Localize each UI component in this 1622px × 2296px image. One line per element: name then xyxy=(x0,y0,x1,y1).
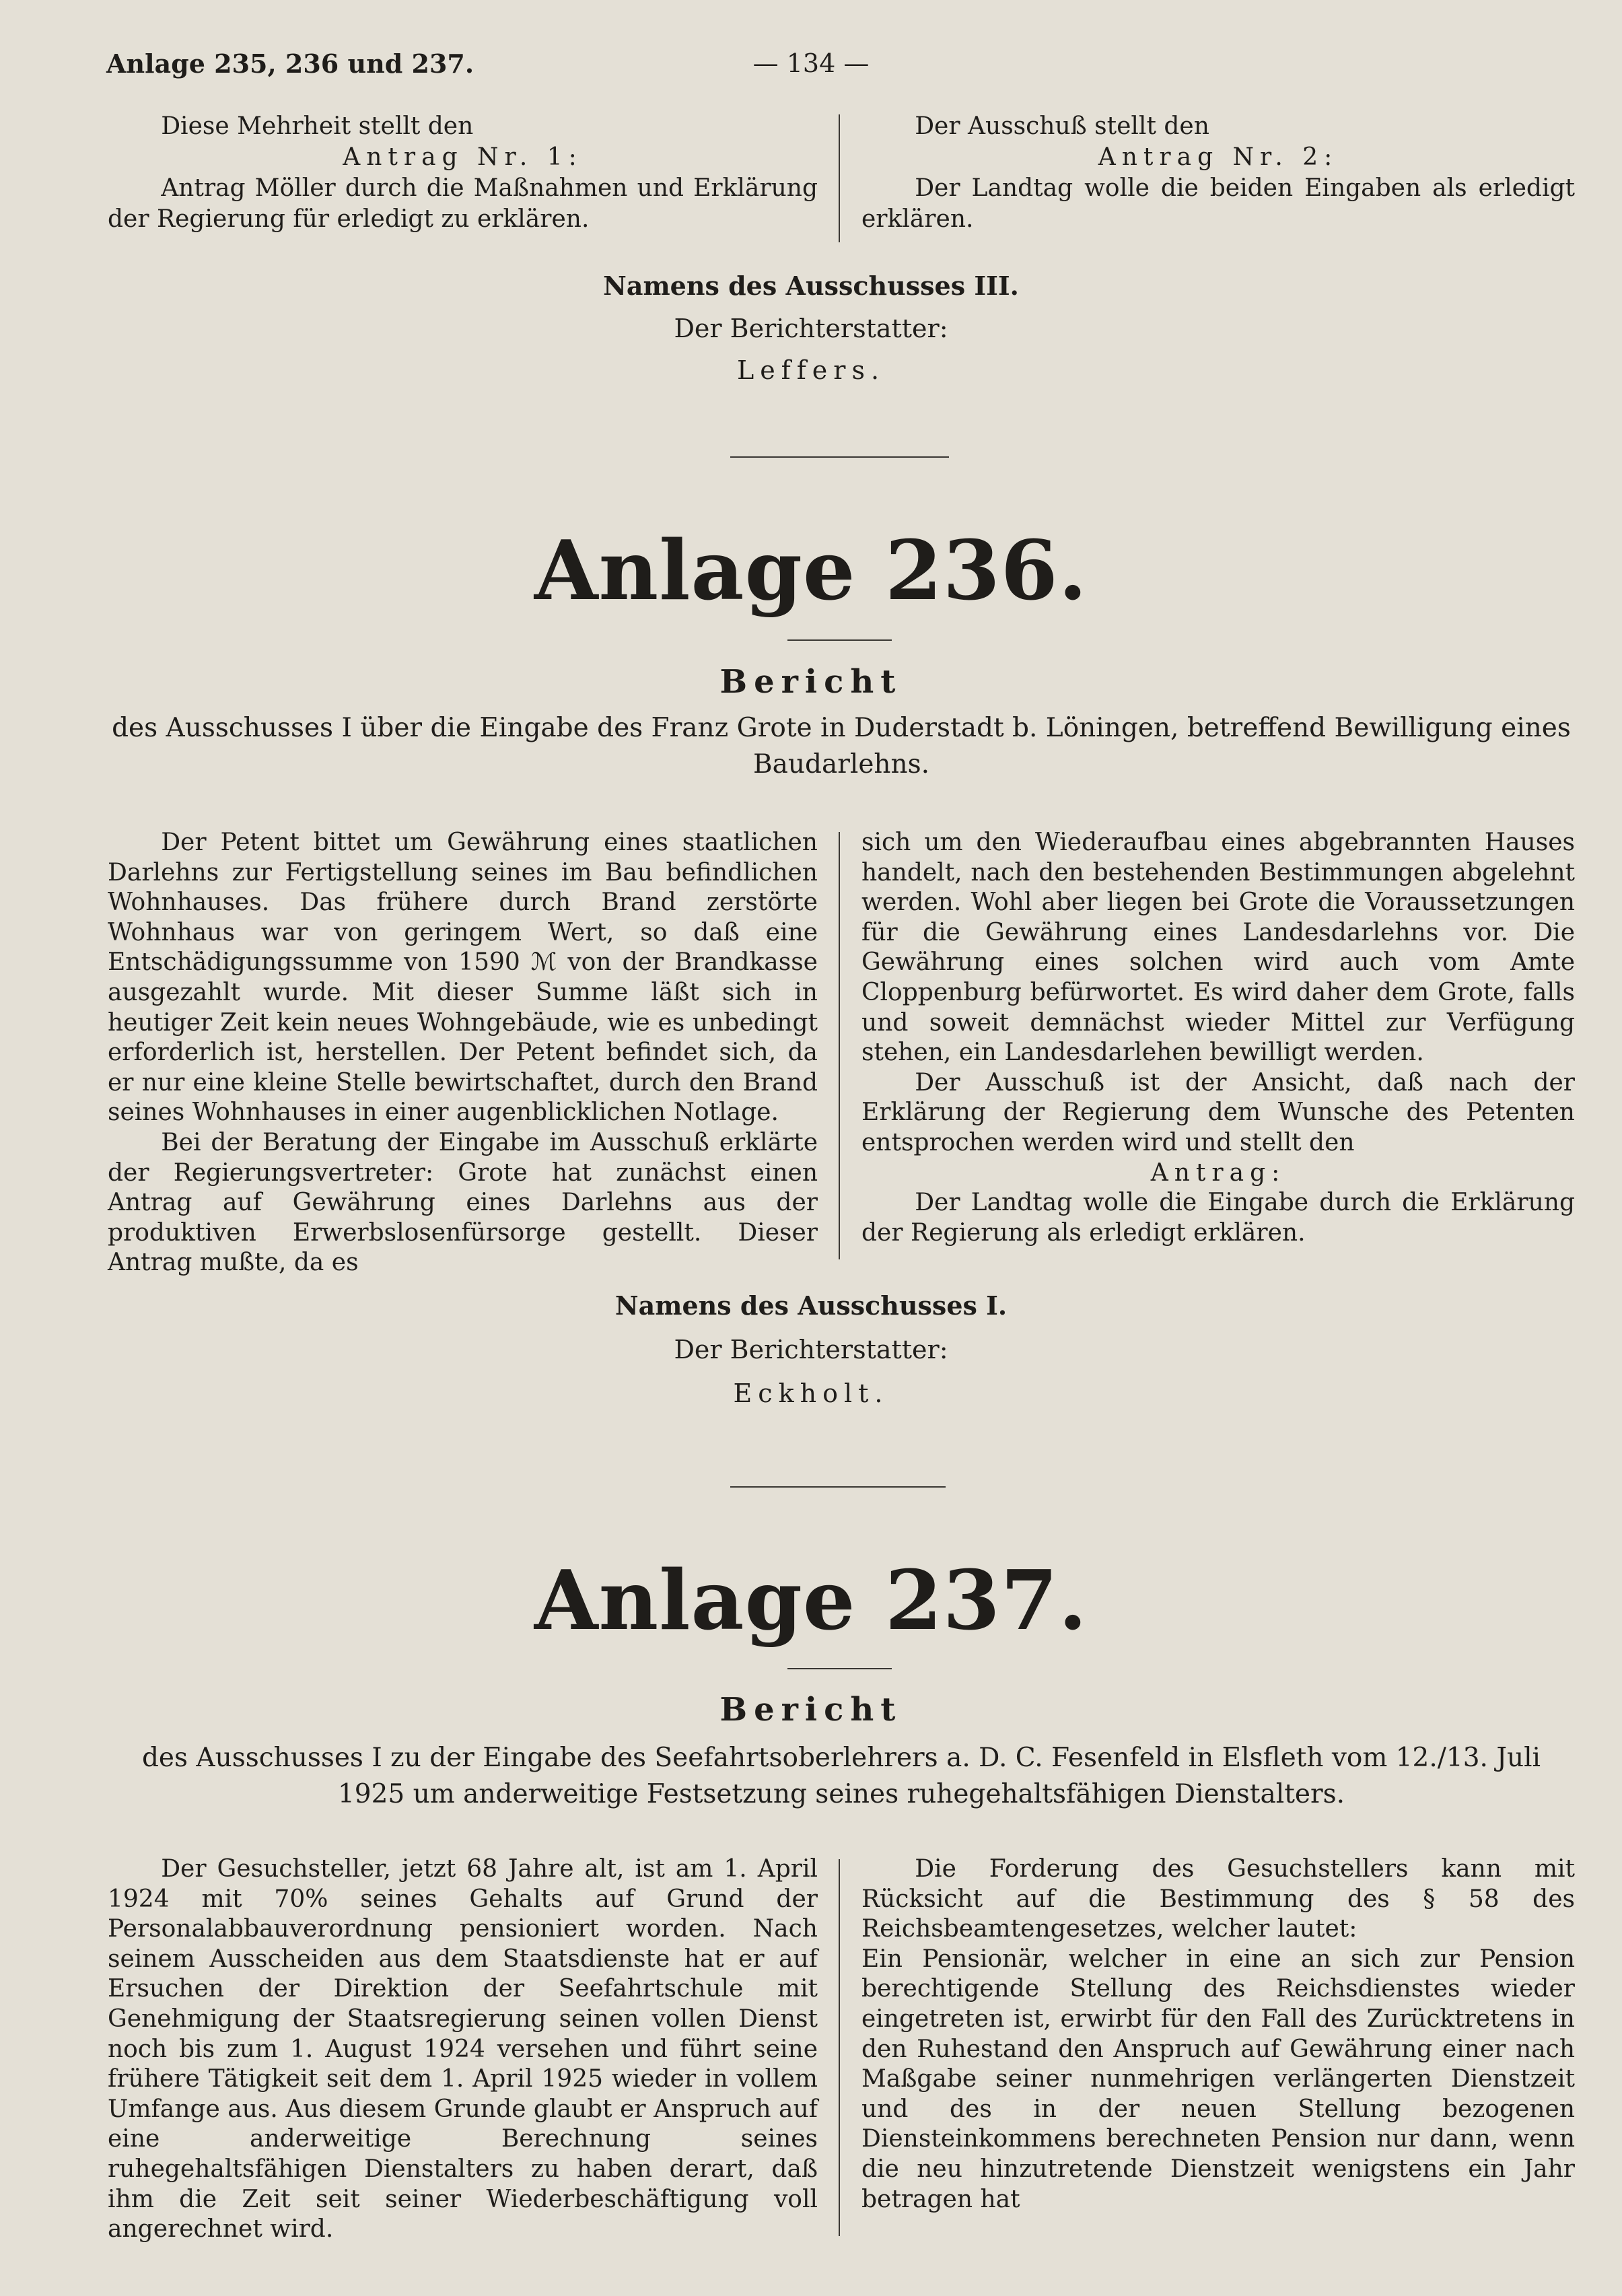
right-column xyxy=(861,1854,1575,2215)
column-divider xyxy=(839,1859,840,2236)
paragraph: Der Landtag wolle die Eingabe durch die Erklärung der Regierung als erledigt erklären. xyxy=(861,1189,1575,1247)
antrag-label: Antrag Nr. 2: xyxy=(1098,143,1339,171)
running-header: Anlage 235, 236 und 237. xyxy=(106,48,474,79)
divider-rule xyxy=(787,1668,892,1669)
section-title: Anlage 236. xyxy=(534,522,1088,619)
rapporteur-name: Eckholt. xyxy=(733,1379,889,1408)
left-column xyxy=(108,1854,818,2245)
divider-rule xyxy=(787,639,892,641)
divider-rule xyxy=(730,456,949,458)
paragraph: Antrag Möller durch die Maßnahmen und Erklärung der Regierung für erledigt zu erklären. xyxy=(108,174,818,233)
rapporteur-label: Der Berichterstatter: xyxy=(674,1335,948,1364)
paragraph: Der Gesuchsteller, jetzt 68 Jahre alt, ist am 1. April 1924 mit 70% seines Gehalts auf Grund der Personalabbauverordnung pensioniert worden. Nach seinem Ausscheiden aus dem Staatsdienste hat er auf Ersuchen der Direktion der Seefahrtschule mit Genehmigung der Staatsregierung seinen vollen Dienst noch bis zum 1. August 1924 versehen und führt seine frühere Tätigkeit seit dem 1. April 1925 wieder in vollem Umfange aus. Aus diesem Grunde glaubt er Anspruch auf eine anderweitige Berechnung seines ruhegehaltsfähigen Dienstalters zu haben derart, daß ihm die Zeit seit seiner Wiederbeschäftigung voll angerechnet wird. xyxy=(108,1855,818,2243)
top-right-column xyxy=(861,111,1575,235)
antrag-label: Antrag Nr. 1: xyxy=(343,143,583,171)
paragraph: Der Petent bittet um Gewährung eines staatlichen Darlehns zur Fertigstellung seines im Bau befindlichen Wohnhauses. Das frühere durch Brand zerstörte Wohnhaus war von geringem Wert, so daß eine Entschädigungssumme von 1590 ℳ von der Brandkasse ausgezahlt wurde. Mit dieser Summe läßt sich in heutiger Zeit kein neues Wohngebäude, wie es unbedingt erforderlich ist, herstellen. Der Petent befindet sich, da er nur eine kleine Stelle bewirtschaftet, durch den Brand seines Wohnhauses in einer augenblicklichen Notlage. xyxy=(108,829,818,1127)
rapporteur-label: Der Berichterstatter: xyxy=(674,314,948,343)
paragraph: sich um den Wiederaufbau eines abgebrannten Hauses handelt, nach den bestehenden Bestimmungen abgelehnt werden. Wohl aber liegen bei Grote die Voraussetzungen für die Gewährung eines Landesdarlehns vor. Die Gewährung eines solchen wird auch vom Amte Cloppenburg befürwortet. Es wird daher dem Grote, falls und soweit demnächst wieder Mittel zur Verfügung stehen, ein Landesdarlehen bewilligt werden. xyxy=(861,829,1575,1067)
left-column xyxy=(108,828,818,1278)
right-column xyxy=(861,828,1575,1248)
divider-rule xyxy=(730,1486,946,1488)
column-divider xyxy=(839,114,840,242)
report-subject: des Ausschusses I zu der Eingabe des Seefahrtsoberlehrers a. D. C. Fesenfeld in Elsfleth vom 12./13. Juli 1925 um anderweitige Festsetzung seines ruhegehaltsfähigen Dienstalters. xyxy=(141,1743,1541,1809)
antrag-label: Antrag: xyxy=(1150,1158,1286,1187)
committee-signature: Namens des Ausschusses III. xyxy=(603,271,1019,301)
report-subject: des Ausschusses I über die Eingabe des Franz Grote in Duderstadt b. Löningen, betreffend Bewilligung eines Baudarlehns. xyxy=(112,713,1571,779)
paragraph: Bei der Beratung der Eingabe im Ausschuß erklärte der Regierungsvertreter: Grote hat zunächst einen Antrag auf Gewährung eines Darlehns aus der produktiven Erwerbslosenfürsorge gestellt. Dieser Antrag mußte, da es xyxy=(108,1128,818,1277)
column-divider xyxy=(839,832,840,1259)
paragraph: Der Landtag wolle die beiden Eingaben als erledigt erklären. xyxy=(861,174,1575,233)
committee-signature: Namens des Ausschusses I. xyxy=(614,1290,1008,1321)
paragraph: Die Forderung des Gesuchstellers kann mit Rücksicht auf die Bestimmung des § 58 des Reichsbeamtengesetzes, welcher lautet: xyxy=(861,1855,1575,1943)
section-title: Anlage 237. xyxy=(534,1552,1088,1648)
rapporteur-name: Leffers. xyxy=(736,355,886,385)
report-heading: Bericht xyxy=(719,1691,903,1729)
quoted-statute: Ein Pensionär, welcher in eine an sich zur Pension berechtigende Stellung des Reichsdienstes wieder eingetreten ist, erwirbt für den Fall des Zurücktretens in den Ruhestand den Anspruch auf Gewährung einer nach Maßgabe seiner nunmehrigen verlängerten Dienstzeit und des in der neuen Stellung bezogenen Diensteinkommens berechneten Pension nur dann, wenn die neu hinzutretende Dienstzeit wenigstens ein Jahr betragen hat xyxy=(861,1945,1575,2213)
top-left-column xyxy=(108,111,818,235)
paragraph: Der Ausschuß ist der Ansicht, daß nach der Erklärung der Regierung dem Wunsche des Petenten entsprochen werden wird und stellt den xyxy=(861,1068,1575,1156)
paragraph: Der Ausschuß stellt den xyxy=(915,112,1209,140)
report-heading: Bericht xyxy=(719,663,903,701)
paragraph: Diese Mehrheit stellt den xyxy=(161,112,474,140)
page-number: — 134 — xyxy=(752,48,870,78)
